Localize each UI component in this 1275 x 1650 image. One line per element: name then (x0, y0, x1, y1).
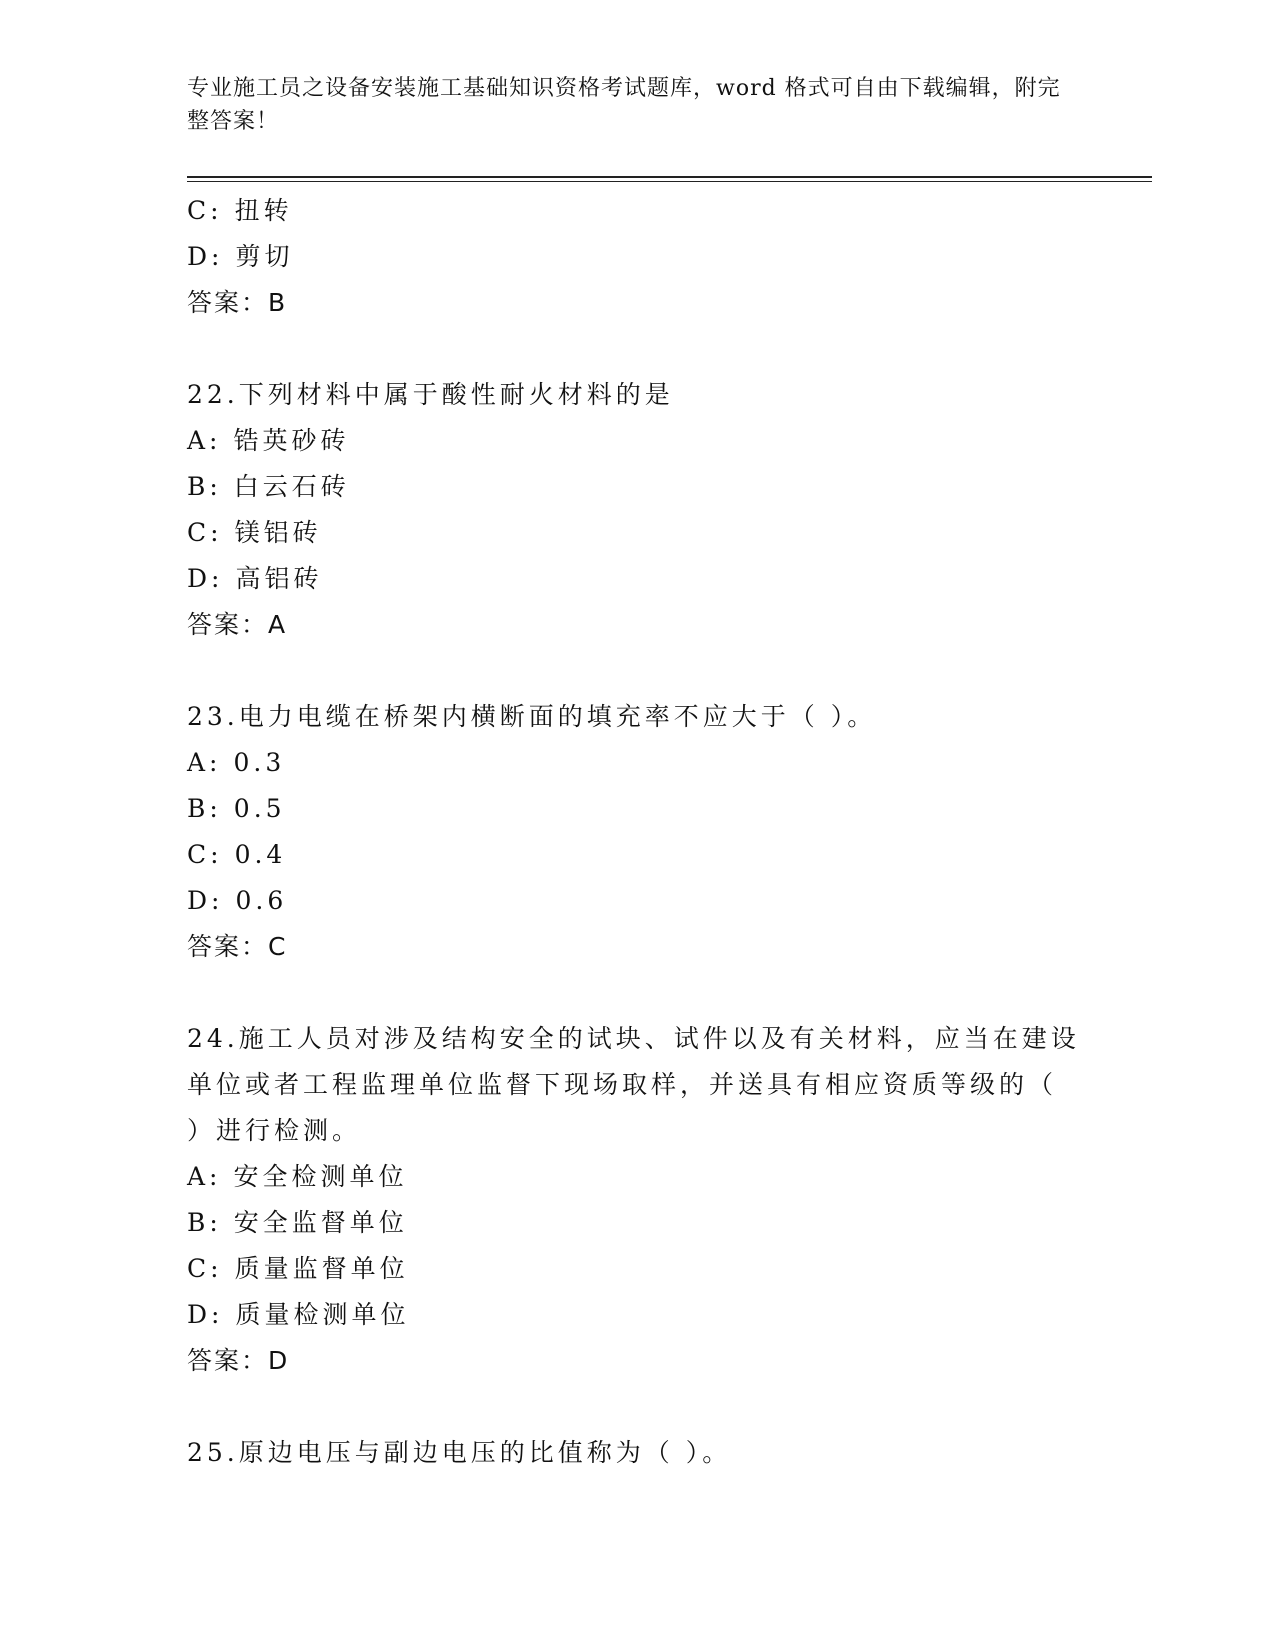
header-rule-thin (187, 181, 1152, 182)
answer-line: 答案：D (187, 1346, 290, 1375)
header-rule-thick (187, 176, 1152, 178)
answer-line: 答案：A (187, 610, 288, 639)
document-header: 专业施工员之设备安装施工基础知识资格考试题库，word 格式可自由下载编辑，附完整答案！ (187, 76, 1061, 134)
option-c: C: 扭转 (187, 196, 293, 225)
option-c: C: 质量监督单位 (187, 1254, 409, 1283)
option-a: A: 锆英砂砖 (187, 426, 350, 455)
question-24-stem-line-2: 单位或者工程监理单位监督下现场取样，并送具有相应资质等级的（ (187, 1070, 1058, 1099)
option-c: C: 镁铝砖 (187, 518, 322, 547)
question-24-stem-line-1: 24.施工人员对涉及结构安全的试块、试件以及有关材料，应当在建设 (187, 1024, 1080, 1053)
option-b: B: 0.5 (187, 794, 286, 823)
answer-line: 答案：C (187, 932, 288, 961)
option-a: A: 安全检测单位 (187, 1162, 408, 1191)
option-d: D: 0.6 (187, 886, 288, 915)
option-b: B: 安全监督单位 (187, 1208, 408, 1237)
question-23-stem: 23.电力电缆在桥架内横断面的填充率不应大于（ ）。 (187, 702, 877, 731)
option-b: B: 白云石砖 (187, 472, 350, 501)
option-c: C: 0.4 (187, 840, 287, 869)
option-a: A: 0.3 (187, 748, 286, 777)
option-d: D: 质量检测单位 (187, 1300, 410, 1329)
option-d: D: 剪切 (187, 242, 294, 271)
question-24-stem-line-3: ）进行检测。 (187, 1116, 362, 1145)
question-22-stem: 22.下列材料中属于酸性耐火材料的是 (187, 380, 674, 409)
option-d: D: 高铝砖 (187, 564, 323, 593)
question-list (187, 188, 1087, 1476)
answer-line: 答案：B (187, 288, 288, 317)
question-25-stem: 25.原边电压与副边电压的比值称为（ ）。 (187, 1438, 732, 1467)
